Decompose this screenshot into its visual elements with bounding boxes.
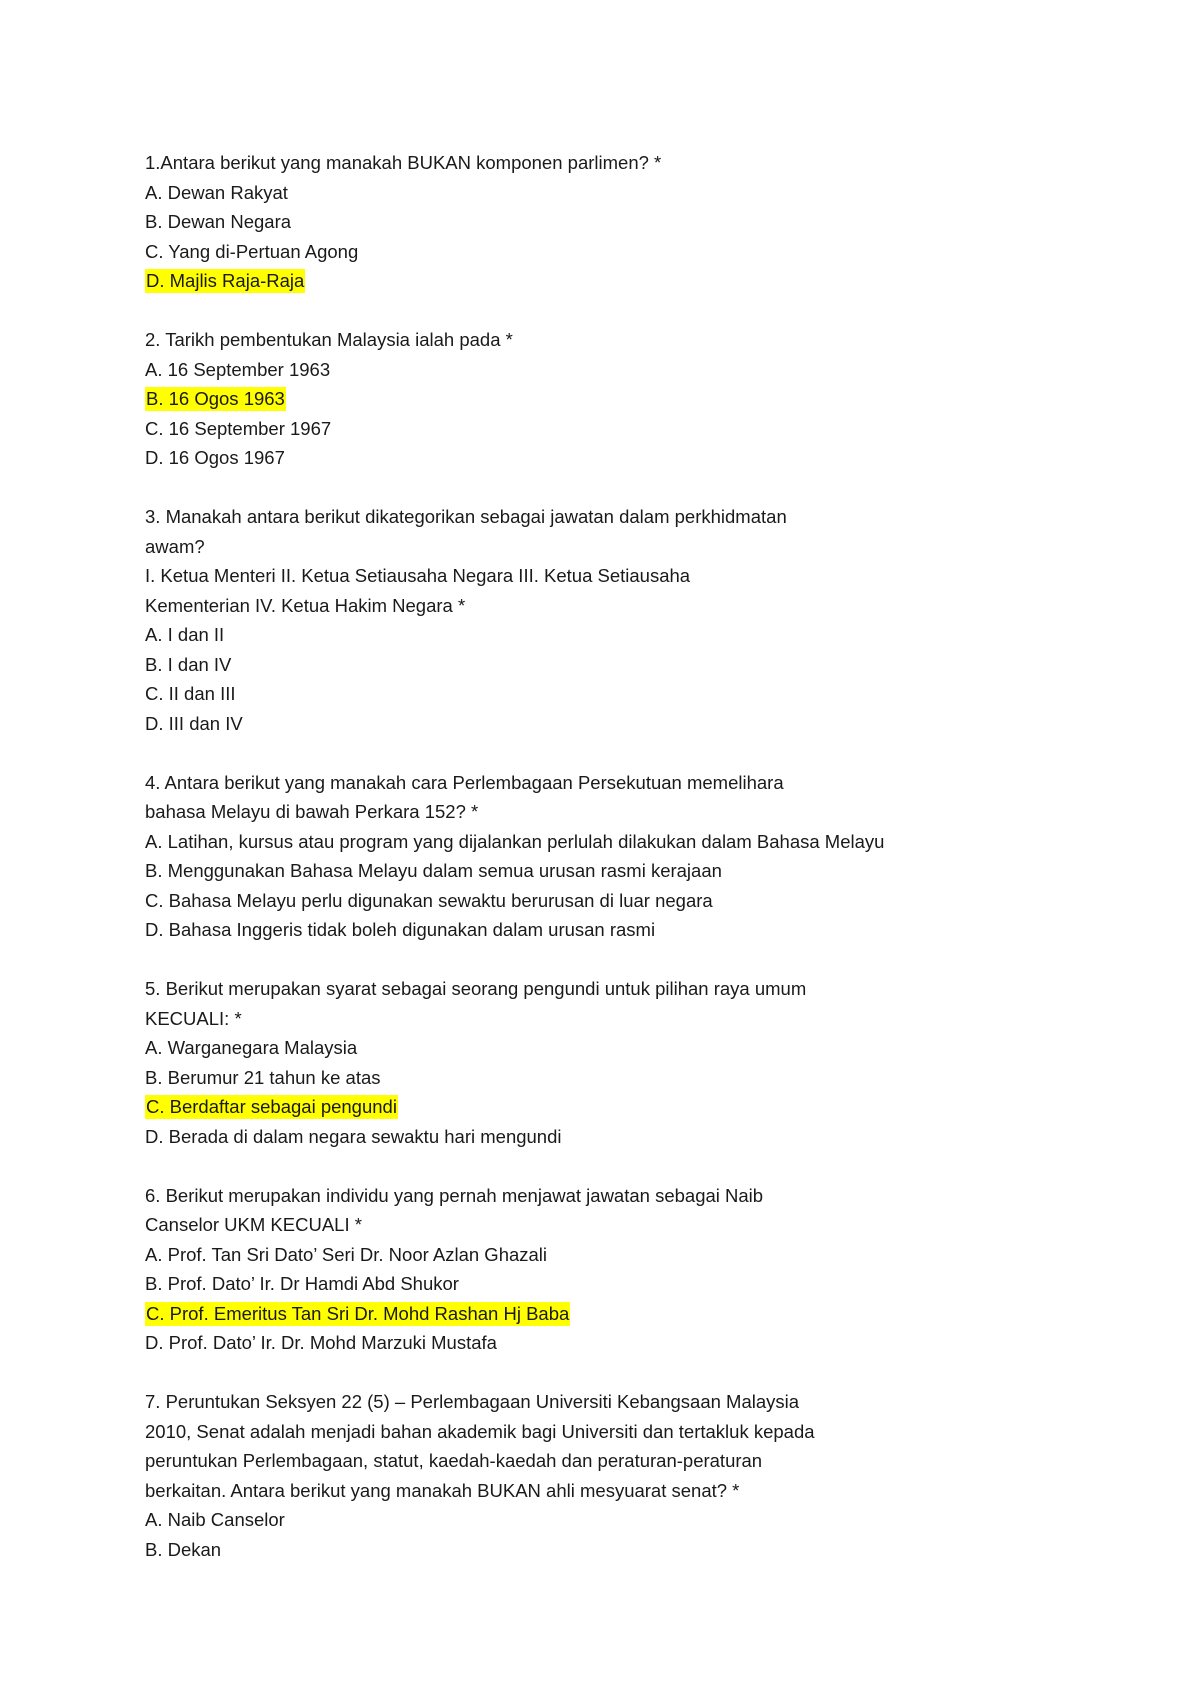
answer-option-highlighted-text: B. 16 Ogos 1963 <box>146 388 285 409</box>
answer-option <box>145 1240 1005 1270</box>
answer-option <box>145 266 1005 296</box>
question-block <box>145 325 1005 473</box>
answer-option <box>145 650 1005 680</box>
answer-option-text: A. Latihan, kursus atau program yang dijalankan perlulah dilakukan dalam Bahasa Melayu <box>145 830 885 852</box>
answer-option-text: C. 16 September 1967 <box>145 417 332 439</box>
answer-option <box>145 679 1005 709</box>
answer-option <box>145 1092 1005 1122</box>
answer-option <box>145 620 1005 650</box>
question-text-continuation: bahasa Melayu di bawah Perkara 152? * <box>145 801 479 822</box>
answer-option <box>145 856 1005 886</box>
question-block <box>145 768 1005 945</box>
answer-option <box>145 1033 1005 1063</box>
answer-option <box>145 886 1005 916</box>
answer-option-text: B. Menggunakan Bahasa Melayu dalam semua urusan rasmi kerajaan <box>145 860 722 881</box>
answer-option <box>145 178 1005 208</box>
answer-option <box>145 414 1005 444</box>
answer-option-text: B. Dekan <box>145 1538 222 1560</box>
question-block <box>145 974 1005 1151</box>
question-text-continuation: Canselor UKM KECUALI * <box>145 1214 362 1235</box>
question-text-continuation: 2010, Senat adalah menjadi bahan akademik bagi Universiti dan tertakluk kepada <box>145 1420 815 1442</box>
answer-option <box>145 1269 1005 1299</box>
question-text-continuation: I. Ketua Menteri II. Ketua Setiausaha Negara III. Ketua Setiausaha <box>145 565 691 586</box>
answer-option <box>145 1328 1005 1358</box>
question-text-continuation: peruntukan Perlembagaan, statut, kaedah-kaedah dan peraturan-peraturan <box>145 1450 763 1471</box>
answer-option <box>145 1535 1005 1565</box>
answer-option <box>145 709 1005 739</box>
answer-option <box>145 1505 1005 1535</box>
answer-option-text: A. Prof. Tan Sri Dato’ Seri Dr. Noor Azlan Ghazali <box>145 1243 548 1265</box>
question-text: 6. Berikut merupakan individu yang pernah menjawat jawatan sebagai Naib <box>145 1184 764 1206</box>
answer-option-text: D. Berada di dalam negara sewaktu hari mengundi <box>145 1125 562 1147</box>
answer-option-text: B. Prof. Dato’ Ir. Dr Hamdi Abd Shukor <box>145 1273 459 1294</box>
answer-option-text: A. 16 September 1963 <box>145 358 331 380</box>
answer-option-highlighted-text: C. Berdaftar sebagai pengundi <box>146 1096 397 1117</box>
answer-option-text: A. Warganegara Malaysia <box>145 1037 358 1058</box>
question-block <box>145 148 1005 296</box>
answer-option <box>145 1299 1005 1329</box>
question-text: 3. Manakah antara berikut dikategorikan sebagai jawatan dalam perkhidmatan <box>145 506 787 527</box>
quiz-content <box>145 148 1005 1594</box>
question-text: 2. Tarikh pembentukan Malaysia ialah pada * <box>145 329 513 350</box>
question-block <box>145 1181 1005 1358</box>
answer-option <box>145 1122 1005 1152</box>
answer-option <box>145 384 1005 414</box>
answer-option <box>145 237 1005 267</box>
answer-option-text: D. 16 Ogos 1967 <box>145 447 285 468</box>
answer-option-text: A. I dan II <box>145 624 225 645</box>
question-block <box>145 502 1005 738</box>
answer-option-text: C. Yang di-Pertuan Agong <box>145 240 359 262</box>
answer-option <box>145 827 1005 857</box>
answer-option-text: B. Dewan Negara <box>145 211 292 232</box>
answer-option-text: D. Bahasa Inggeris tidak boleh digunakan dalam urusan rasmi <box>145 919 656 940</box>
answer-option-text: D. Prof. Dato’ Ir. Dr. Mohd Marzuki Mustafa <box>145 1332 497 1353</box>
answer-option-text: B. Berumur 21 tahun ke atas <box>145 1066 381 1088</box>
question-block <box>145 1387 1005 1564</box>
answer-option <box>145 355 1005 385</box>
answer-option-text: A. Dewan Rakyat <box>145 181 288 203</box>
answer-option <box>145 1063 1005 1093</box>
question-text: 1.Antara berikut yang manakah BUKAN komponen parlimen? * <box>145 152 662 173</box>
answer-option-text: B. I dan IV <box>145 653 232 675</box>
answer-option <box>145 207 1005 237</box>
question-text: 5. Berikut merupakan syarat sebagai seorang pengundi untuk pilihan raya umum <box>145 978 807 999</box>
answer-option-highlighted-text: D. Majlis Raja-Raja <box>146 270 305 291</box>
answer-option-text: A. Naib Canselor <box>145 1509 285 1530</box>
answer-option-text: C. II dan III <box>145 683 236 704</box>
question-text: 7. Peruntukan Seksyen 22 (5) – Perlembagaan Universiti Kebangsaan Malaysia <box>145 1391 800 1412</box>
question-text-continuation: berkaitan. Antara berikut yang manakah BUKAN ahli mesyuarat senat? * <box>145 1479 740 1501</box>
question-text-continuation: Kementerian IV. Ketua Hakim Negara * <box>145 594 466 616</box>
question-text-continuation: KECUALI: * <box>145 1007 242 1029</box>
answer-option-highlighted-text: C. Prof. Emeritus Tan Sri Dr. Mohd Rashan Hj Baba <box>146 1302 570 1324</box>
question-text-continuation: awam? <box>145 535 205 557</box>
question-text: 4. Antara berikut yang manakah cara Perlembagaan Persekutuan memelihara <box>145 771 784 793</box>
answer-option <box>145 443 1005 473</box>
answer-option-text: D. III dan IV <box>145 712 243 734</box>
answer-option-text: C. Bahasa Melayu perlu digunakan sewaktu berurusan di luar negara <box>145 889 713 911</box>
answer-option <box>145 915 1005 945</box>
